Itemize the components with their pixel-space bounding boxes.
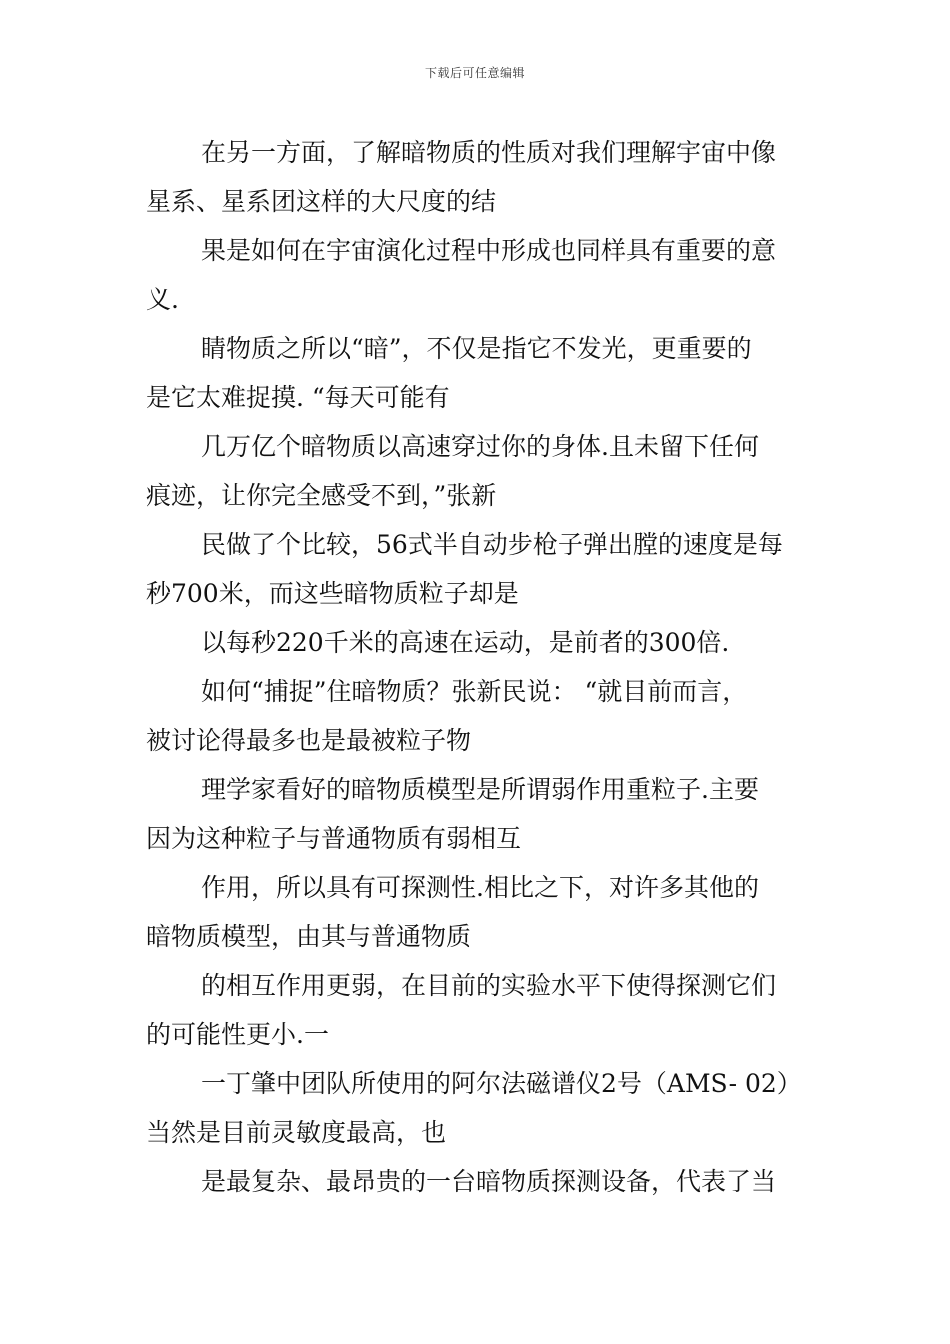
paragraph bbox=[146, 1157, 826, 1206]
paragraph bbox=[146, 226, 826, 324]
paragraph bbox=[146, 324, 826, 422]
text-line: 暗物质模型，由其与普通物质 bbox=[146, 922, 472, 951]
page-header-note: 下载后可任意编辑 bbox=[424, 66, 525, 80]
text-line: 一丁肇中团队所使用的阿尔法磁谱仪2号（AMS- 02） bbox=[201, 1069, 802, 1098]
text-line: 的相互作用更弱，在目前的实验水平下使得探测它们 bbox=[201, 971, 777, 1000]
text-line: 当然是目前灵敏度最高，也 bbox=[146, 1118, 447, 1147]
paragraph bbox=[146, 618, 826, 667]
paragraph bbox=[146, 863, 826, 961]
paragraph bbox=[146, 520, 826, 618]
text-line: 的可能性更小.一 bbox=[146, 1020, 329, 1049]
text-line: 痕迹，让你完全感受不到，”张新 bbox=[146, 481, 497, 510]
text-line: 理学家看好的暗物质模型是所谓弱作用重粒子.主要 bbox=[201, 775, 759, 804]
text-line: 以每秒220千米的高速在运动，是前者的300倍. bbox=[201, 628, 730, 657]
text-line: 星系、星系团这样的大尺度的结 bbox=[146, 187, 497, 216]
document-body bbox=[146, 128, 826, 1206]
text-line: 被讨论得最多也是最被粒子物 bbox=[146, 726, 472, 755]
text-line: 作用，所以具有可探测性.相比之下，对许多其他的 bbox=[201, 873, 759, 902]
text-line: 义. bbox=[146, 285, 179, 314]
text-line: 秒700米，而这些暗物质粒子却是 bbox=[146, 579, 519, 608]
paragraph bbox=[146, 1059, 826, 1157]
text-line: 是它太难捉摸. “每天可能有 bbox=[146, 383, 450, 412]
paragraph bbox=[146, 422, 826, 520]
text-line: 在另一方面，了解暗物质的性质对我们理解宇宙中像 bbox=[201, 138, 777, 167]
text-line: 几万亿个暗物质以高速穿过你的身体.且未留下任何 bbox=[201, 432, 759, 461]
text-line: 果是如何在宇宙演化过程中形成也同样具有重要的意 bbox=[201, 236, 777, 265]
text-line: 睛物质之所以“暗”，不仅是指它不发光，更重要的 bbox=[201, 334, 752, 363]
text-line: 如何“捕捉”住暗物质？张新民说： “就目前而言， bbox=[201, 677, 748, 706]
paragraph bbox=[146, 961, 826, 1059]
paragraph bbox=[146, 128, 826, 226]
text-line: 民做了个比较，56式半自动步枪子弹出膛的速度是每 bbox=[201, 530, 783, 559]
text-line: 因为这种粒子与普通物质有弱相互 bbox=[146, 824, 522, 853]
paragraph bbox=[146, 667, 826, 765]
text-line: 是最复杂、最昂贵的一台暗物质探测设备，代表了当 bbox=[201, 1167, 777, 1196]
paragraph bbox=[146, 765, 826, 863]
